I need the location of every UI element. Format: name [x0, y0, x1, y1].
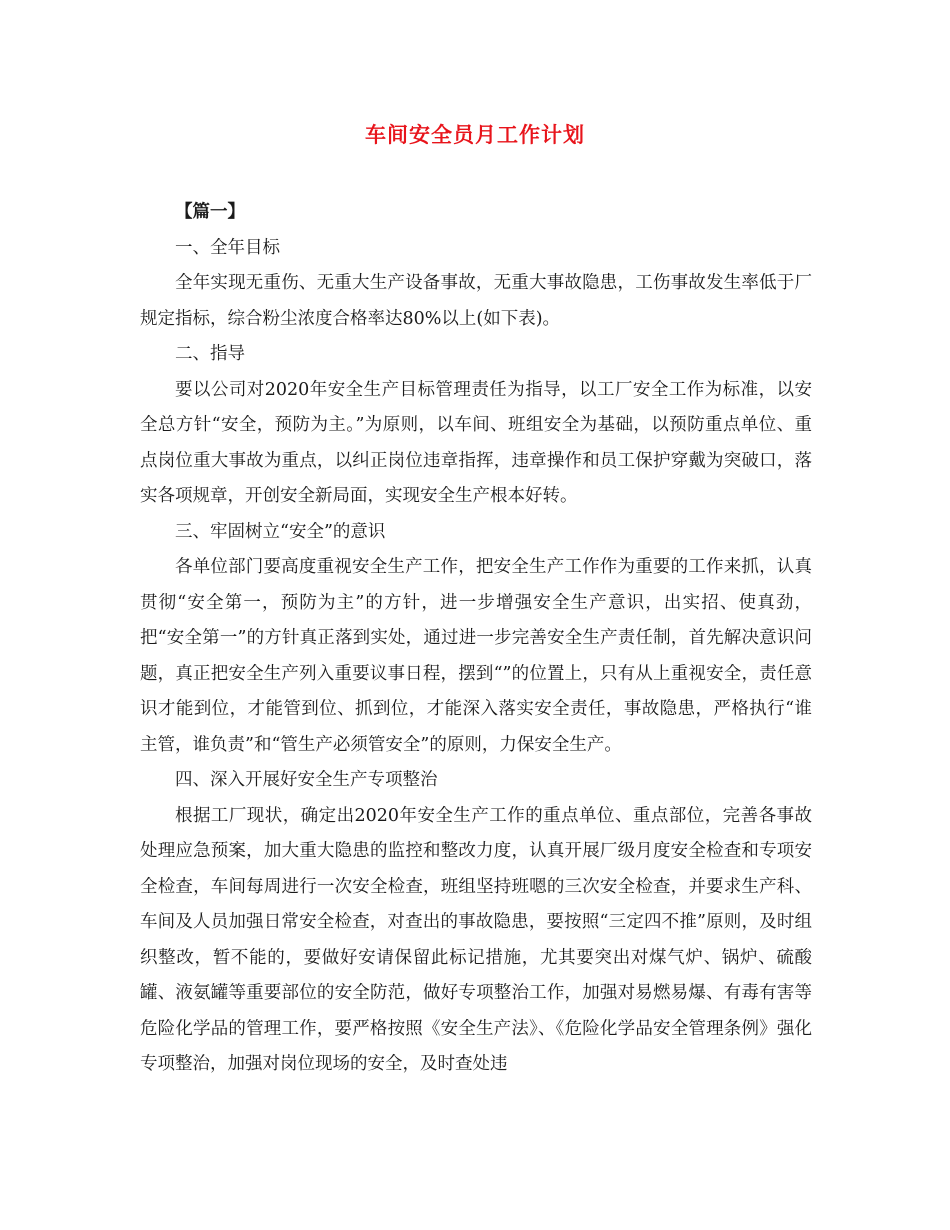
heading-1: 一、全年目标 — [175, 237, 280, 258]
section-tag: 【篇一】 — [175, 202, 245, 222]
paragraph-2: 要以公司对2020年安全生产目标管理责任为指导，以工厂安全工作为标准，以安全总方针“安全，预防为主。”为原则，以车间、班组安全为基础，以预防重点单位、重点岗位重大事故为重点，以纠正岗位违章指挥，违章操作和员工保护穿戴为突破口，落实各项规章，开创安全新局面，实现安全生产根本好转。 — [140, 379, 812, 506]
document-body — [140, 195, 812, 1083]
paragraph-3: 各单位部门要高度重视安全生产工作，把安全生产工作作为重要的工作来抓，认真贯彻“安全第一，预防为主”的方针，进一步增强安全生产意识，出实招、使真劲，把“安全第一”的方针真正落到实处，通过进一步完善安全生产责任制，首先解决意识问题，真正把安全生产列入重要议事日程，摆到“”的位置上，只有从上重视安全，责任意识才能到位，才能管到位、抓到位，才能深入落实安全责任，事故隐患，严格执行“谁主管，谁负责”和“管生产必须管安全”的原则，力保安全生产。 — [140, 557, 812, 755]
heading-2: 二、指导 — [175, 344, 245, 364]
document-title: 车间安全员月工作计划 — [365, 122, 585, 147]
heading-3: 三、牢固树立“安全”的意识 — [175, 521, 386, 542]
paragraph-1: 全年实现无重伤、无重大生产设备事故，无重大事故隐患，工伤事故发生率低于厂规定指标，综合粉尘浓度合格率达80%以上(如下表)。 — [140, 273, 812, 329]
paragraph-4: 根据工厂现状，确定出2020年安全生产工作的重点单位、重点部位，完善各事故处理应急预案，加大重大隐患的监控和整改力度，认真开展厂级月度安全检查和专项安全检查，车间每周进行一次安全检查，班组坚持班嗯的三次安全检查，并要求生产科、车间及人员加强日常安全检查，对查出的事故隐患，要按照“三定四不推”原则，及时组织整改，暂不能的，要做好安请保留此标记措施，尤其要突出对煤气炉、锅炉、硫酸罐、液氨罐等重要部位的安全防范，做好专项整治工作，加强对易燃易爆、有毒有害等危险化学品的管理工作，要严格按照《安全生产法》、《危险化学品安全管理条例》强化专项整治，加强对岗位现场的安全，及时查处违 — [140, 805, 812, 1074]
heading-4: 四、深入开展好安全生产专项整治 — [175, 770, 438, 790]
